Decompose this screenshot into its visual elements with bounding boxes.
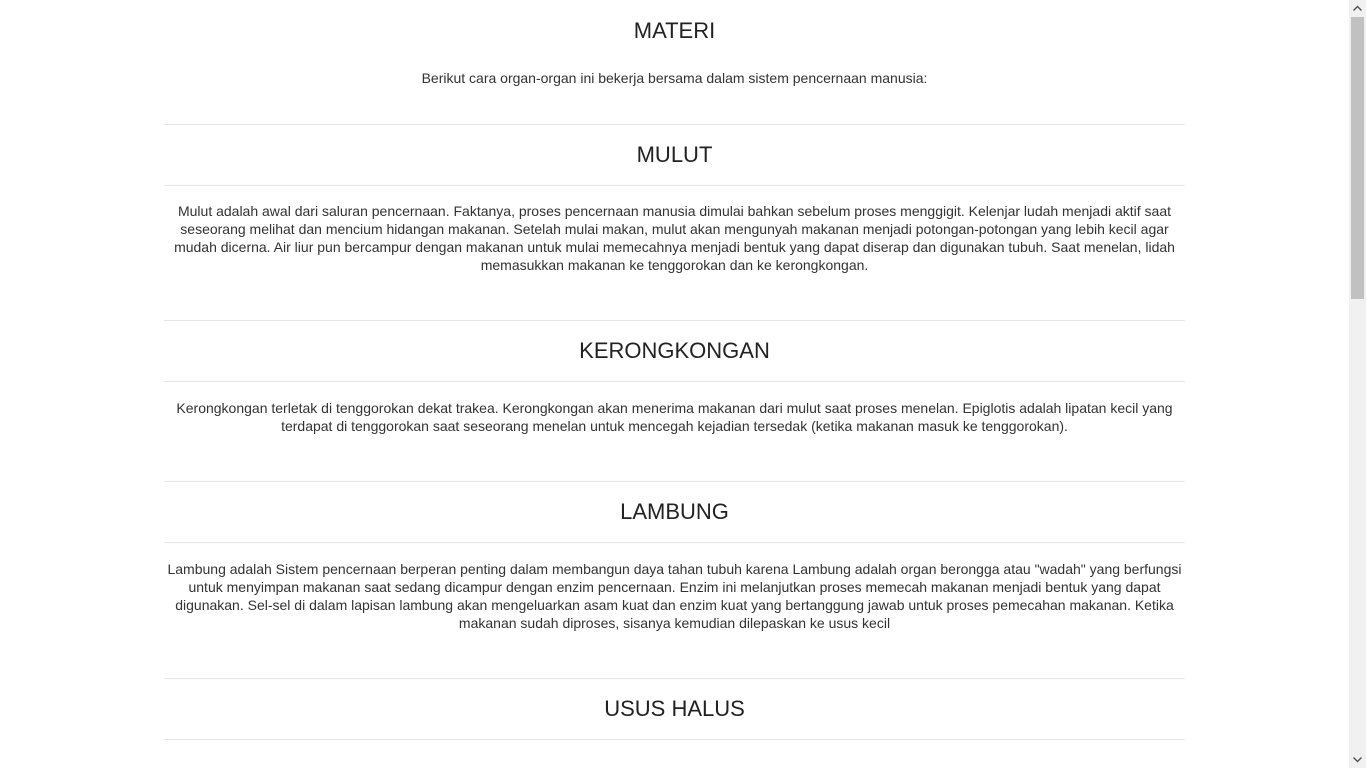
section-title: KERONGKONGAN [579, 338, 770, 363]
vertical-scrollbar[interactable] [1349, 0, 1366, 768]
section-lambung [164, 481, 1185, 632]
section-mulut [164, 124, 1185, 274]
section-body [164, 740, 1185, 757]
section-body: Lambung adalah Sistem pencernaan berperan penting dalam membangun daya tahan tubuh karena Lambung adalah organ berongga atau "wadah" yang berfungsi untuk menyimpan makanan saat sedang dicampur dengan enzim pencernaan. Enzim ini melanjutkan proses memecah makanan menjadi bentuk yang dapat digunakan. Sel-sel di dalam lapisan lambung akan mengeluarkan asam kuat dan enzim kuat yang bertanggung jawab untuk proses pemecahan makanan. Ketika makanan sudah diproses, sisanya kemudian dilepaskan ke usus kecil [167, 561, 1182, 631]
section-usus-halus [164, 678, 1185, 757]
section-kerongkongan [164, 320, 1185, 435]
scrollbar-thumb[interactable] [1351, 17, 1364, 299]
section-title: MULUT [636, 142, 713, 167]
section-body: Kerongkongan terletak di tenggorokan dekat trakea. Kerongkongan akan menerima makanan dari mulut saat proses menelan. Epiglotis adalah lipatan kecil yang terdapat di tenggorokan saat seseorang menelan untuk mencegah kejadian tersedak (ketika makanan masuk ke tenggorokan). [176, 400, 1173, 434]
intro-text: Berikut cara organ-organ ini bekerja bersama dalam sistem pencernaan manusia: [421, 70, 928, 86]
page-title: MATERI [633, 18, 716, 43]
section-body: Mulut adalah awal dari saluran pencernaan. Faktanya, proses pencernaan manusia dimulai bahkan sebelum proses menggigit. Kelenjar ludah menjadi aktif saat seseorang melihat dan mencium hidangan makanan. Setelah mulai makan, mulut akan mengunyah makanan menjadi potongan-potongan yang lebih kecil agar mudah dicerna. Air liur pun bercampur dengan makanan untuk mulai memecahnya menjadi bentuk yang dapat diserap dan digunakan tubuh. Saat menelan, lidah memasukkan makanan ke tenggorokan dan ke kerongkongan. [174, 203, 1175, 273]
section-title: LAMBUNG [620, 499, 729, 524]
chevron-up-icon[interactable] [1349, 0, 1366, 17]
section-title: USUS HALUS [604, 696, 745, 721]
chevron-down-icon[interactable] [1349, 751, 1366, 768]
content-container [164, 0, 1185, 757]
